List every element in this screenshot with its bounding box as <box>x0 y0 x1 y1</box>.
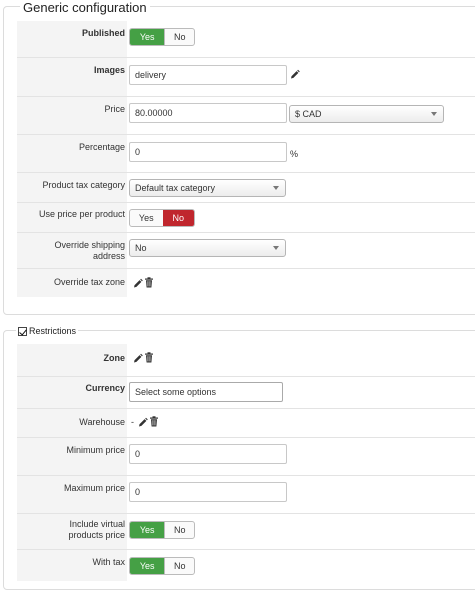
generic-configuration-fieldset <box>3 2 475 315</box>
warehouse-row <box>17 408 475 437</box>
override-tax-zone-row <box>17 268 475 297</box>
price-row <box>17 96 475 134</box>
restrictions-checkbox[interactable] <box>18 327 27 336</box>
restrictions-fieldset <box>3 326 475 590</box>
warehouse-value: - <box>131 417 134 427</box>
override-shipping-address-value: No <box>135 243 147 253</box>
chevron-down-icon <box>431 112 437 116</box>
restrictions-legend <box>16 326 78 337</box>
edit-warehouse-pencil-icon[interactable] <box>138 417 148 428</box>
minimum-price-row <box>17 437 475 475</box>
with-tax-row <box>17 549 475 581</box>
edit-zone-pencil-icon[interactable] <box>133 353 143 364</box>
include-virtual-no-button[interactable]: No <box>164 522 194 538</box>
with-tax-yes-button[interactable]: Yes <box>130 558 164 574</box>
zone-row <box>17 344 475 376</box>
product-tax-category-select[interactable] <box>129 179 286 197</box>
currency-select-value: $ CAD <box>295 109 322 119</box>
generic-configuration-legend: Generic configuration <box>20 2 150 15</box>
override-shipping-address-row <box>17 232 475 268</box>
currency-select[interactable] <box>289 105 444 123</box>
include-virtual-products-price-label: Include virtual products price <box>68 519 125 540</box>
include-virtual-products-price-row <box>17 513 475 549</box>
with-tax-label: With tax <box>92 557 125 567</box>
published-no-button[interactable]: No <box>164 29 194 45</box>
percentage-field[interactable]: 0 <box>129 142 287 162</box>
delete-tax-zone-trash-icon[interactable] <box>144 277 154 288</box>
use-price-yes-button[interactable]: Yes <box>138 213 154 223</box>
percentage-label: Percentage <box>78 142 125 152</box>
use-price-no-button[interactable]: No <box>163 210 195 226</box>
chevron-down-icon <box>273 186 279 190</box>
price-label: Price <box>104 104 125 114</box>
images-field[interactable]: delivery <box>129 65 287 85</box>
product-tax-category-label: Product tax category <box>42 180 125 190</box>
maximum-price-row <box>17 475 475 513</box>
images-row <box>17 57 475 96</box>
images-label: Images <box>93 65 125 75</box>
with-tax-no-button[interactable]: No <box>164 558 194 574</box>
published-toggle <box>129 28 195 46</box>
include-virtual-yes-button[interactable]: Yes <box>130 522 164 538</box>
override-tax-zone-label: Override tax zone <box>53 277 125 287</box>
maximum-price-label: Maximum price <box>63 483 125 493</box>
use-price-per-product-toggle <box>129 209 195 227</box>
use-price-per-product-row <box>17 202 475 232</box>
currency-label: Currency <box>85 383 125 393</box>
use-price-per-product-label: Use price per product <box>38 209 125 219</box>
override-shipping-address-select[interactable] <box>129 239 286 257</box>
minimum-price-field[interactable]: 0 <box>129 444 287 464</box>
delete-zone-trash-icon[interactable] <box>144 352 154 363</box>
include-virtual-toggle <box>129 521 195 539</box>
override-shipping-address-label: Override shipping address <box>54 240 125 261</box>
maximum-price-field[interactable]: 0 <box>129 482 287 502</box>
chevron-down-icon <box>273 246 279 250</box>
published-label: Published <box>81 28 125 38</box>
percentage-row <box>17 134 475 172</box>
edit-images-pencil-icon[interactable] <box>290 69 300 80</box>
minimum-price-label: Minimum price <box>66 445 125 455</box>
product-tax-category-value: Default tax category <box>135 183 216 193</box>
warehouse-label: Warehouse <box>79 417 125 427</box>
published-row <box>17 21 475 57</box>
restrictions-legend-label: Restrictions <box>29 326 77 336</box>
currency-multiselect[interactable]: Select some options <box>129 382 283 402</box>
zone-label: Zone <box>103 353 125 363</box>
product-tax-category-row <box>17 172 475 202</box>
percent-unit: % <box>290 149 299 159</box>
published-yes-button[interactable]: Yes <box>130 29 164 45</box>
delete-warehouse-trash-icon[interactable] <box>149 416 159 427</box>
with-tax-toggle <box>129 557 195 575</box>
currency-row <box>17 376 475 408</box>
price-field[interactable]: 80.00000 <box>129 103 287 123</box>
edit-tax-zone-pencil-icon[interactable] <box>133 278 143 289</box>
